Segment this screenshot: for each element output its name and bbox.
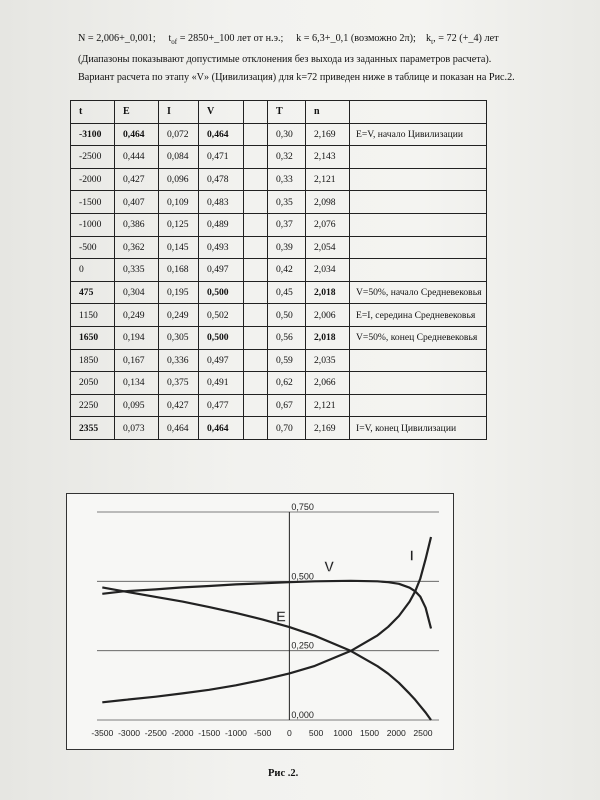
cell-n: 2,169 [306,123,350,146]
cell-t: 1850 [71,349,115,372]
col-header-n: n [306,101,350,124]
cell-i: 0,195 [159,281,199,304]
cell-e: 0,167 [115,349,159,372]
header-tof-value: = 2850+_100 лет от н.э.; [177,33,284,44]
cell-note: V=50%, начало Средневековья [350,281,487,304]
cell-t-upper: 0,56 [268,326,306,349]
cell-n: 2,018 [306,326,350,349]
cell-t-upper: 0,62 [268,372,306,395]
header-line-2: (Диапазоны показывают допустимые отклонения без выхода из заданных параметров расчета). [78,54,492,66]
cell-note [350,213,487,236]
table-body [71,123,487,439]
cell-i: 0,096 [159,168,199,191]
cell-blank [244,123,268,146]
cell-t: 2050 [71,372,115,395]
cell-blank [244,394,268,417]
cell-v: 0,500 [199,281,244,304]
cell-t-upper: 0,35 [268,191,306,214]
col-header-t: t [71,101,115,124]
cell-e: 0,362 [115,236,159,259]
header-line-3: Вариант расчета по этапу «V» (Цивилизация) для k=72 приведен ниже в таблице и показан на Рис.2. [78,72,515,84]
col-header-v: V [199,101,244,124]
cell-t: -1000 [71,213,115,236]
cell-blank [244,326,268,349]
cell-v: 0,497 [199,349,244,372]
cell-t: 2355 [71,417,115,440]
table-row [71,326,487,349]
results-table [70,100,487,440]
series-label: I [409,547,414,565]
cell-note [350,259,487,282]
cell-note [350,372,487,395]
table-row [71,123,487,146]
table-row [71,259,487,282]
cell-t-upper: 0,37 [268,213,306,236]
cell-n: 2,076 [306,213,350,236]
cell-n: 2,121 [306,394,350,417]
x-tick-label: 2000 [386,728,406,738]
cell-e: 0,073 [115,417,159,440]
x-tick-label: -3500 [91,728,114,738]
header-line-1 [78,30,588,51]
table-row [71,281,487,304]
cell-t: -3100 [71,123,115,146]
cell-n: 2,098 [306,191,350,214]
cell-blank [244,259,268,282]
figure-caption: Рис .2. [268,768,299,779]
header-tof-sub: of [171,38,178,47]
cell-t-upper: 0,39 [268,236,306,259]
cell-v: 0,464 [199,123,244,146]
x-tick-label: -2500 [144,728,167,738]
cell-blank [244,213,268,236]
x-tick-label: -1000 [224,728,247,738]
cell-blank [244,281,268,304]
cell-t: 0 [71,259,115,282]
cell-i: 0,249 [159,304,199,327]
cell-e: 0,444 [115,146,159,169]
cell-t-upper: 0,59 [268,349,306,372]
cell-n: 2,018 [306,281,350,304]
cell-i: 0,125 [159,213,199,236]
cell-i: 0,305 [159,326,199,349]
cell-blank [244,168,268,191]
table-row [71,417,487,440]
table-row [71,304,487,327]
header-tof: t [168,33,172,44]
cell-e: 0,249 [115,304,159,327]
header-k: k = 6,3+_0,1 (возможно 2π); [296,33,416,44]
table-row [71,349,487,372]
cell-t-upper: 0,45 [268,281,306,304]
cell-n: 2,035 [306,349,350,372]
y-tick-label: 0,750 [291,502,314,512]
table-row [71,168,487,191]
cell-t-upper: 0,32 [268,146,306,169]
y-tick-label: 0,500 [291,571,314,582]
cell-v: 0,502 [199,304,244,327]
cell-note [350,146,487,169]
table-row [71,236,487,259]
cell-note [350,191,487,214]
col-header-t-upper: T [268,101,306,124]
y-tick-label: 0,250 [291,640,314,651]
table-header-row [71,101,487,124]
cell-e: 0,194 [115,326,159,349]
cell-i: 0,072 [159,123,199,146]
table-row [71,146,487,169]
series-label: E [276,608,287,626]
cell-t: 1650 [71,326,115,349]
x-tick-label: -500 [254,728,272,738]
cell-i: 0,084 [159,146,199,169]
cell-note: E=V, начало Цивилизации [350,123,487,146]
cell-e: 0,134 [115,372,159,395]
line-chart [67,494,453,749]
cell-note [350,394,487,417]
x-tick-label: -1500 [198,728,221,738]
cell-v: 0,497 [199,259,244,282]
cell-blank [244,372,268,395]
table-row [71,394,487,417]
cell-v: 0,471 [199,146,244,169]
cell-v: 0,489 [199,213,244,236]
cell-v: 0,500 [199,326,244,349]
cell-n: 2,143 [306,146,350,169]
cell-t-upper: 0,67 [268,394,306,417]
cell-t-upper: 0,30 [268,123,306,146]
header-block [78,30,588,87]
cell-n: 2,034 [306,259,350,282]
cell-note: I=V, конец Цивилизации [350,417,487,440]
cell-v: 0,464 [199,417,244,440]
cell-i: 0,168 [159,259,199,282]
cell-i: 0,145 [159,236,199,259]
table-row [71,372,487,395]
x-tick-label: 500 [308,728,324,738]
cell-t: 1150 [71,304,115,327]
col-header-blank [244,101,268,124]
cell-note [350,236,487,259]
col-header-i: I [159,101,199,124]
cell-v: 0,478 [199,168,244,191]
x-tick-label: 1500 [359,728,380,738]
cell-n: 2,121 [306,168,350,191]
cell-blank [244,349,268,372]
cell-n: 2,006 [306,304,350,327]
cell-blank [244,304,268,327]
cell-i: 0,375 [159,372,199,395]
cell-e: 0,464 [115,123,159,146]
cell-note: V=50%, конец Средневековья [350,326,487,349]
cell-n: 2,054 [306,236,350,259]
cell-blank [244,417,268,440]
col-header-note [350,101,487,124]
cell-note: E=I, середина Средневековья [350,304,487,327]
cell-t-upper: 0,50 [268,304,306,327]
cell-v: 0,491 [199,372,244,395]
cell-n: 2,169 [306,417,350,440]
cell-blank [244,236,268,259]
cell-i: 0,464 [159,417,199,440]
cell-i: 0,336 [159,349,199,372]
x-tick-label: 0 [286,728,292,738]
cell-note [350,349,487,372]
cell-e: 0,407 [115,191,159,214]
cell-t: -2500 [71,146,115,169]
x-tick-label: 2500 [413,728,433,738]
cell-t: 2250 [71,394,115,417]
cell-blank [244,191,268,214]
cell-e: 0,335 [115,259,159,282]
cell-t: -2000 [71,168,115,191]
x-tick-label: -2000 [171,728,194,738]
header-kt: k [426,33,432,44]
table-row [71,213,487,236]
col-header-e: E [115,101,159,124]
cell-i: 0,109 [159,191,199,214]
series-line-e [102,587,431,720]
cell-e: 0,386 [115,213,159,236]
x-tick-label: 1000 [333,728,353,738]
cell-t-upper: 0,33 [268,168,306,191]
cell-t-upper: 0,42 [268,259,306,282]
x-tick-label: -3000 [118,728,141,738]
header-n: N = 2,006+_0,001; [78,33,156,44]
cell-blank [244,146,268,169]
cell-v: 0,483 [199,191,244,214]
cell-e: 0,095 [115,394,159,417]
series-label: V [324,558,335,576]
cell-n: 2,066 [306,372,350,395]
header-kt-value: , = 72 (+_4) лет [433,33,499,44]
y-tick-label: 0,000 [291,710,314,720]
cell-t: -500 [71,236,115,259]
cell-t: 475 [71,281,115,304]
cell-v: 0,477 [199,394,244,417]
header-kt-sub: t [431,38,434,47]
chart-frame [66,493,454,750]
table-row [71,191,487,214]
cell-e: 0,427 [115,168,159,191]
cell-t: -1500 [71,191,115,214]
cell-note [350,168,487,191]
cell-e: 0,304 [115,281,159,304]
cell-v: 0,493 [199,236,244,259]
cell-i: 0,427 [159,394,199,417]
cell-t-upper: 0,70 [268,417,306,440]
